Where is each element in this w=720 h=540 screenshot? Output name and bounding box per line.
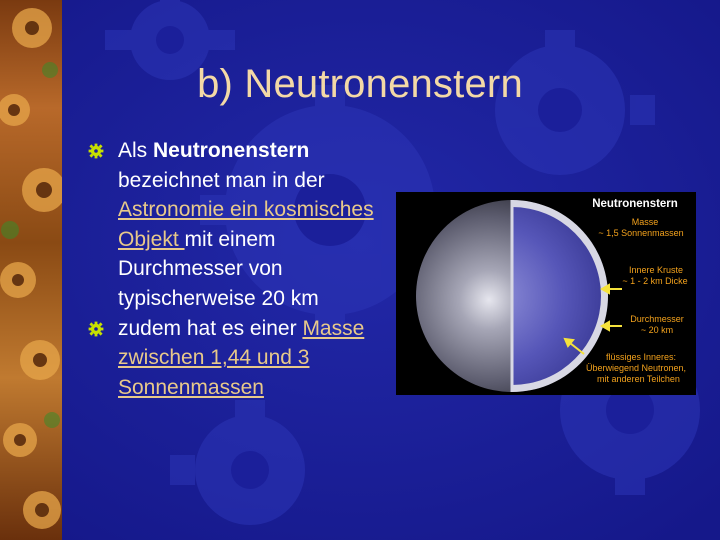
bullet-item-2 [88, 314, 388, 403]
figure-heading: Neutronenstern [592, 198, 678, 210]
bullet-1-text-mid: bezeichnet man in der [118, 168, 325, 192]
bullet-gear-icon [88, 321, 104, 337]
bullet-1-text-pre: Als [118, 139, 154, 162]
bullet-item-1 [88, 136, 388, 314]
figure-interior-line1: flüssiges Inneres: [605, 352, 677, 362]
figure-mass-value: ~ 1,5 Sonnenmassen [598, 228, 684, 238]
bullet-1-text-post: mit einem Durchmesser von typischerweise 20 km [118, 227, 319, 310]
bullet-2-text-pre: zudem hat es einer [118, 316, 303, 340]
figure-diameter-label: Durchmesser [630, 314, 684, 324]
figure-crust-value: ~ 1 - 2 km Dicke [622, 276, 688, 286]
link-masse[interactable]: Masse zwischen 1,44 und 3 Sonnenmassen [118, 316, 365, 399]
bullet-1-bold-term: Neutronenstern [153, 139, 310, 162]
bullet-list [88, 136, 388, 402]
neutron-star-figure [396, 192, 696, 395]
figure-interior-line3: mit anderen Teilchen [597, 374, 680, 384]
figure-crust-label: Innere Kruste [628, 265, 684, 275]
figure-mass-label: Masse [631, 217, 659, 227]
link-astronomie[interactable]: Astronomie ein kosmisches Objekt [118, 198, 374, 251]
figure-interior-line2: Überwiegend Neutronen, [585, 363, 687, 373]
slide-title: b) Neutronenstern [197, 62, 523, 106]
figure-diameter-value: ~ 20 km [640, 325, 674, 335]
bullet-gear-icon [88, 143, 104, 159]
